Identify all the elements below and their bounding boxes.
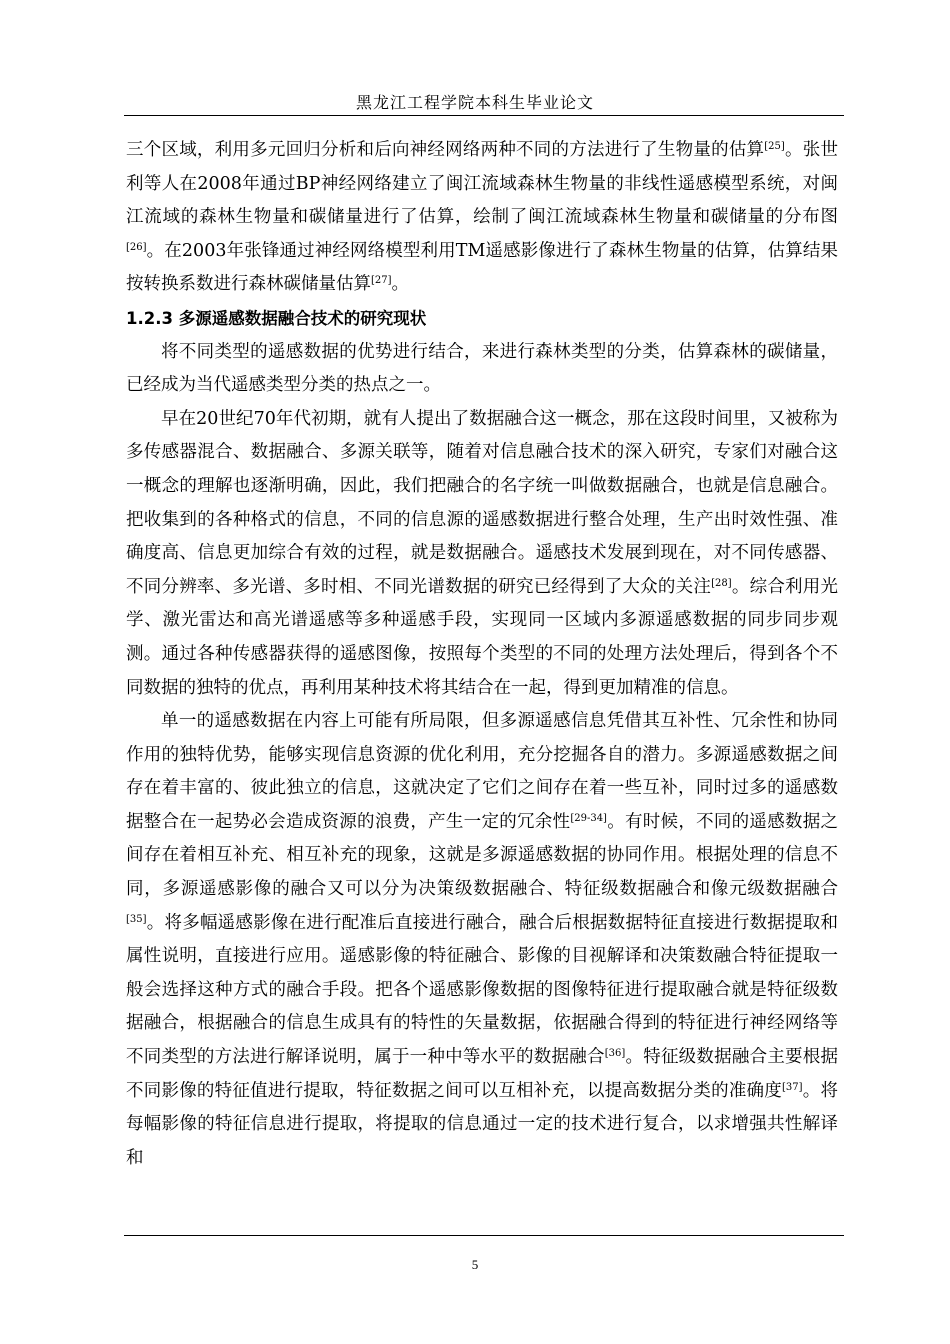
text-run: 三个区域，利用多元回归分析和后向神经网络两种不同的方法进行了生物量的估算 (126, 140, 765, 160)
header-rule (124, 115, 844, 116)
text-run: 。 (391, 274, 410, 295)
text-run: 。综合利用光学、激光雷达和高光谱遥感等多种遥感手段，实现同一区域内多源遥感数据的同步同步观测。通过各种传感器获得的遥感图像，按照每个类型的不同的处理方法处理后，得到各个不同数据的独特的优点，再利用某种技术将其结合在一起，得到更加精准的信息。 (126, 576, 839, 698)
text-run: 。将每幅影像的特征信息进行提取，将提取的信息通过一定的技术进行复合，以求增强共性解译和 (126, 1080, 839, 1168)
text-run: 将不同类型的遥感数据的优势进行结合，来进行森林类型的分类，估算森林的碳储量，已经成为当代遥感类型分类的热点之一。 (126, 341, 838, 396)
section-heading: 1.2.3 多源遥感数据融合技术的研究现状 (126, 308, 427, 328)
text-run: 。有时候，不同的遥感数据之间存在着相互补充、相互补充的现象，这就是多源遥感数据的协同作用。根据处理的信息不同，多源遥感影像的融合又可以分为决策级数据融合、特征级数据融合和像元级数据融合 (126, 811, 839, 900)
citation-ref: [27] (371, 275, 392, 287)
text-run: 。在2003年张锋通过神经网络模型利用TM遥感影像进行了森林生物量的估算，估算结果按转换系数进行森林碳储量估算 (126, 240, 838, 295)
citation-ref: [37] (782, 1081, 803, 1093)
page-number: 5 (471, 1257, 479, 1272)
body-text (126, 134, 838, 1175)
running-header: 黑龙江工程学院本科生毕业论文 (355, 93, 594, 112)
citation-ref: [29-34] (570, 812, 607, 824)
paragraph (126, 336, 838, 403)
citation-ref: [26] (126, 241, 147, 253)
text-run: 早在20世纪70年代初期，就有人提出了数据融合这一概念，那在这段时间里，又被称为多传感器混合、数据融合、多源关联等，随着对信息融合技术的深入研究，专家们对融合这一概念的理解也逐渐明确，因此，我们把融合的名字统一叫做数据融合，也就是信息融合。把收集到的各种格式的信息，不同的信息源的遥感数据进行整合处理，生产出时效性强、准确度高、信息更加综合有效的过程，就是数据融合。遥感技术发展到现在，对不同传感器、不同分辨率、多光谱、多时相、不同光谱数据的研究已经得到了大众的关注 (126, 408, 838, 597)
paragraph-continuation (126, 134, 838, 302)
paragraph (126, 403, 838, 705)
footer-rule (124, 1235, 844, 1236)
citation-ref: [36] (604, 1048, 626, 1060)
text-run: 。特征级数据融合主要根据不同影像的特征值进行提取，特征数据之间可以互相补充，以提高数据分类的准确度 (126, 1047, 839, 1101)
citation-ref: [28] (711, 577, 732, 589)
citation-ref: [35] (126, 913, 147, 925)
text-run: 。将多幅遥感影像在进行配准后直接进行融合，融合后根据数据特征直接进行数据提取和属性说明，直接进行应用。遥感影像的特征融合、影像的目视解译和决策数融合特征提取一般会选择这种方式的融合手段。把各个遥感影像数据的图像特征进行提取融合就是特征级数据融合，根据融合的信息生成具有的特性的矢量数据，依据融合得到的特征进行神经网络等不同类型的方法进行解译说明，属于一种中等水平的数据融合 (126, 912, 838, 1068)
paragraph (126, 705, 838, 1175)
text-run: 。张世利等人在2008年通过BP神经网络建立了闽江流域森林生物量的非线性遥感模型系统，对闽江流域的森林生物量和碳储量进行了估算，绘制了闽江流域森林生物量和碳储量的分布图 (126, 140, 839, 228)
citation-ref: [25] (764, 141, 785, 152)
text-run: 单一的遥感数据在内容上可能有所局限，但多源遥感信息凭借其互补性、冗余性和协同作用的独特优势，能够实现信息资源的优化利用，充分挖掘各自的潜力。多源遥感数据之间存在着丰富的、彼此独立的信息，这就决定了它们之间存在着一些互补，同时过多的遥感数据整合在一起势必会造成资源的浪费，产生一定的冗余性 (126, 711, 838, 832)
